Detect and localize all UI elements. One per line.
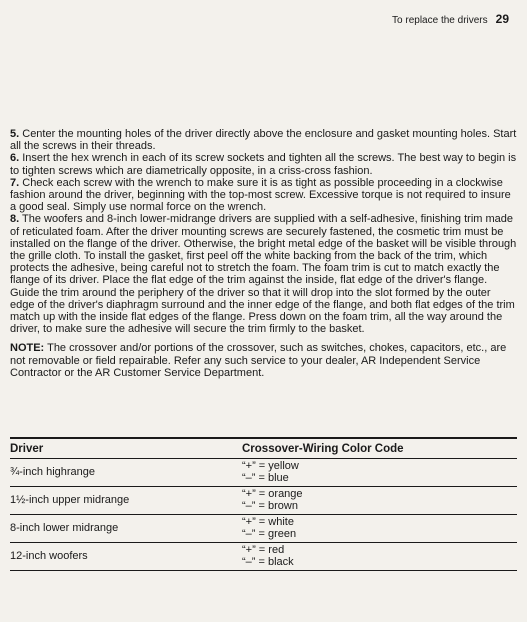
column-header-driver: Driver: [10, 443, 44, 455]
plus-code: “+” = red: [242, 544, 285, 556]
step-6: [10, 152, 517, 176]
table-row: [10, 487, 517, 515]
driver-cell: 8-inch lower midrange: [10, 521, 119, 534]
step-number: 6.: [10, 152, 20, 165]
step-5: [10, 128, 517, 152]
step-8: [10, 213, 517, 335]
minus-code: “–” = brown: [242, 499, 298, 512]
driver-cell: 12-inch woofers: [10, 549, 88, 562]
crossover-color-code-table: [10, 437, 517, 571]
instructions-body: [10, 128, 517, 379]
plus-code: “+” = yellow: [242, 460, 299, 472]
driver-cell: ¾-inch highrange: [10, 465, 96, 478]
step-text: The woofers and 8-inch lower-midrange drivers are supplied with a self-adhesive, finishing trim made of reticulated foam. After the driver mounting screws are securely fastened, the cosmetic trim must be installed on the flange of the driver. Otherwise, the bright metal edge of the basket will be visible through the grille cloth. To install the gasket, first peel off the white backing from the back of the trim, which protects the adhesive, being careful not to stretch the foam. The foam trim is cut to match exactly the flange of its driver. Place the flat edge of the trim against the inside, flat edge of the driver's flange. Guide the trim around the periphery of the driver so that it will drop into the slot formed by the outer edge of the driver's diaphragm surround and the inner edge of the flange, and both flat edges of the trim match up with the inside flat edges of the flange. Press down on the foam trim, all the way around the driver, to make sure the adhesive will secure the trim firmly to the basket.: [10, 213, 517, 336]
driver-cell: 1½-inch upper midrange: [10, 493, 130, 506]
step-number: 5.: [10, 128, 20, 140]
note-text: The crossover and/or portions of the crossover, such as switches, chokes, capacitors, etc., are not removable or field repairable. Refer any such service to your dealer, AR Independent Service Contractor or the AR Customer Service Department.: [10, 342, 507, 379]
plus-code: “+” = orange: [242, 488, 303, 500]
step-number: 7.: [10, 176, 20, 189]
plus-code: “+” = white: [242, 516, 294, 528]
table-header-row: [10, 438, 517, 459]
page-number: 29: [495, 12, 509, 26]
minus-code: “–” = blue: [242, 471, 289, 484]
section-title: To replace the drivers: [392, 15, 488, 26]
color-code-cell: [242, 515, 517, 543]
column-header-color-code: Crossover-Wiring Color Code: [242, 443, 404, 455]
note-label: NOTE:: [10, 342, 45, 355]
step-number: 8.: [10, 213, 20, 226]
table-row: [10, 543, 517, 571]
page-header: [392, 12, 509, 26]
step-text: Check each screw with the wrench to make sure it is as tight as possible proceeding in a clockwise fashion around the driver, beginning with the top-most screw. Excessive torque is not required to insure a good seal. Simply use normal force on the wrench.: [10, 176, 511, 214]
color-code-cell: [242, 543, 517, 571]
table-row: [10, 459, 517, 487]
table-row: [10, 515, 517, 543]
color-code-cell: [242, 487, 517, 515]
color-code-cell: [242, 459, 517, 487]
step-7: [10, 177, 517, 214]
minus-code: “–” = black: [242, 555, 294, 568]
service-note: [10, 342, 517, 379]
step-text: Center the mounting holes of the driver directly above the enclosure and gasket mounting holes. Start all the screws in their threads.: [10, 128, 517, 153]
minus-code: “–” = green: [242, 527, 297, 540]
step-text: Insert the hex wrench in each of its screw sockets and tighten all the screws. The best way to begin is to tighten screws which are diametrically opposite, in a criss-cross fashion.: [10, 152, 517, 177]
